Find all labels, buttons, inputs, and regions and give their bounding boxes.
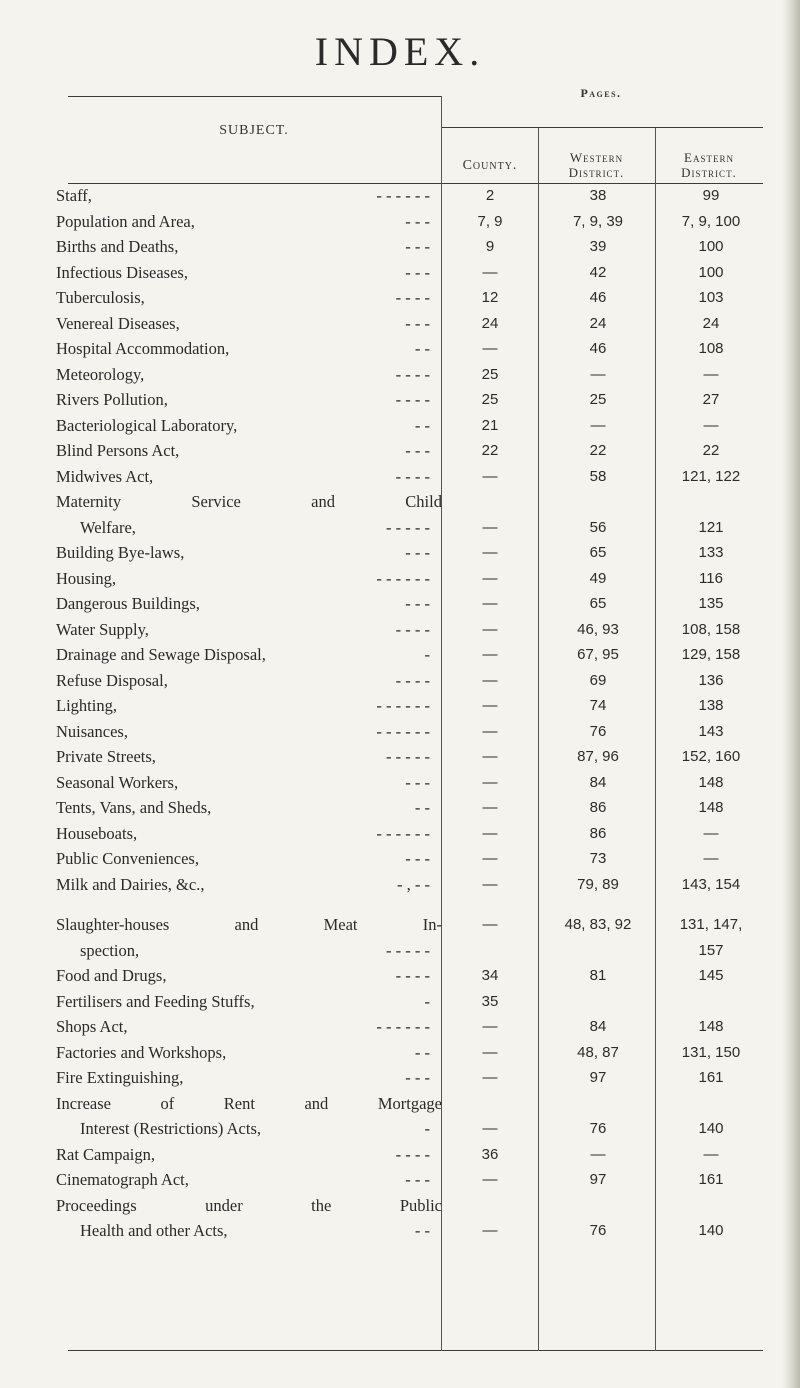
county-pages: — (482, 722, 498, 740)
row-leader-dashes: - - - (405, 237, 430, 256)
row-leader-dashes: - - - - (395, 466, 430, 486)
row-subject-text: Housing, (56, 568, 117, 588)
row-subject (56, 773, 442, 795)
row-subject (56, 1145, 442, 1167)
eastern-district-pages: 116 (699, 569, 723, 587)
row-subject: Proceedings under the Public (56, 1195, 442, 1215)
row-subject: Maternity Service and Child (56, 492, 442, 511)
western-district-pages: 79, 89 (577, 875, 619, 893)
western-district-pages: 58 (589, 467, 607, 485)
western-district-pages: 46, 93 (577, 620, 619, 638)
table-row (0, 594, 800, 616)
header-western-district: Western District. (568, 150, 625, 180)
county-pages: 21 (481, 416, 499, 434)
county-pages: 24 (481, 314, 499, 332)
header-bottom-rule (68, 183, 763, 184)
row-subject (80, 941, 442, 963)
row-subject-text: Interest (Restrictions) Acts, (80, 1119, 262, 1138)
county-pages: 35 (481, 992, 499, 1010)
row-subject-text: Nuisances, (56, 721, 128, 741)
table-row (0, 492, 800, 514)
row-subject (56, 416, 442, 438)
row-subject (56, 390, 442, 412)
table-row (0, 314, 800, 336)
county-pages: — (482, 1120, 498, 1137)
row-leader-dashes: - (424, 645, 430, 664)
western-district-pages: 42 (589, 263, 607, 281)
county-pages: — (482, 671, 498, 689)
table-row (0, 941, 800, 963)
eastern-district-pages: 145 (698, 967, 724, 984)
eastern-district-pages: — (703, 365, 719, 383)
row-subject (56, 543, 442, 565)
row-subject (56, 263, 442, 285)
row-leader-dashes: - - - (405, 543, 430, 562)
eastern-district-pages: — (703, 416, 719, 434)
county-pages: — (482, 518, 498, 536)
western-district-pages: 7, 9, 39 (572, 212, 624, 230)
county-pages: — (482, 595, 498, 612)
county-pages: 7, 9 (477, 212, 503, 230)
western-district-pages: 46 (589, 340, 607, 357)
row-subject (56, 798, 442, 820)
eastern-district-pages: 27 (702, 391, 720, 408)
county-pages: — (482, 748, 498, 765)
table-row (0, 339, 800, 361)
row-subject-text: Bacteriological Laboratory, (56, 415, 238, 435)
row-leader-dashes: - - - - - (386, 747, 430, 766)
western-district-pages: — (590, 416, 606, 434)
western-district-pages: 76 (589, 1120, 607, 1137)
table-row (0, 875, 800, 897)
row-subject (56, 569, 442, 591)
table-row (0, 915, 800, 937)
row-subject-text: spection, (80, 940, 140, 960)
header-pages: Pages. (580, 86, 622, 100)
row-subject (56, 747, 442, 769)
row-subject (56, 212, 442, 234)
row-subject-text: Water Supply, (56, 619, 149, 639)
table-row (0, 390, 800, 412)
eastern-district-pages: 24 (702, 314, 720, 332)
row-leader-dashes: - - (414, 339, 430, 358)
row-leader-dashes: - (424, 991, 430, 1011)
row-subject (56, 824, 442, 846)
eastern-district-pages: 161 (698, 1069, 724, 1086)
eastern-district-pages: — (703, 1145, 719, 1163)
table-row (0, 212, 800, 234)
western-district-pages: 81 (589, 967, 607, 984)
eastern-district-pages: 99 (702, 187, 720, 204)
row-subject (56, 314, 442, 336)
header-eastern-district: Eastern District. (681, 150, 737, 180)
western-district-pages: 97 (589, 1171, 607, 1188)
row-leader-dashes: - - - - (395, 288, 430, 307)
row-subject-text: Refuse Disposal, (56, 670, 168, 690)
row-subject-text: Houseboats, (56, 823, 138, 843)
table-bottom-rule (68, 1350, 763, 1351)
row-subject-text: Fire Extinguishing, (56, 1068, 184, 1087)
row-subject (56, 849, 442, 871)
row-subject-text: Tuberculosis, (56, 288, 145, 307)
row-subject-text: Venereal Diseases, (56, 313, 180, 333)
row-leader-dashes: - - - - (395, 670, 430, 690)
table-row (0, 773, 800, 795)
eastern-district-pages: 133 (698, 544, 724, 561)
western-district-pages: 86 (589, 799, 607, 816)
row-leader-dashes: - - - - - - (376, 1017, 430, 1036)
western-district-pages: 22 (589, 442, 607, 459)
western-district-pages: 56 (589, 518, 607, 536)
row-subject-text: Rat Campaign, (56, 1144, 155, 1164)
row-leader-dashes: - - - - - - (376, 696, 430, 715)
county-pages: — (482, 875, 498, 893)
row-subject (56, 594, 442, 616)
table-row (0, 1119, 800, 1141)
western-district-pages: 87, 96 (577, 748, 619, 765)
eastern-district-pages: 121, 122 (681, 467, 741, 485)
table-row (0, 237, 800, 259)
eastern-district-pages: 157 (698, 941, 724, 959)
row-subject-text: Midwives Act, (56, 466, 154, 486)
row-subject (56, 467, 442, 489)
row-subject: Slaughter-houses and Meat In- (56, 915, 442, 934)
row-subject (56, 696, 442, 718)
eastern-district-pages: 131, 147, (679, 916, 743, 933)
eastern-district-pages: 136 (698, 671, 724, 689)
row-subject-text: Rivers Pollution, (56, 390, 168, 409)
row-leader-dashes: - - - (405, 441, 430, 460)
eastern-district-pages: 152, 160 (681, 748, 741, 765)
row-subject (56, 237, 442, 259)
county-pages: 25 (481, 391, 499, 408)
county-pages: — (482, 569, 498, 587)
row-subject-text: Shops Act, (56, 1017, 128, 1036)
row-subject-text: Blind Persons Act, (56, 441, 180, 460)
row-leader-dashes: - - - - - - (376, 186, 430, 205)
western-district-pages: 76 (589, 722, 607, 740)
western-district-pages: — (590, 1145, 606, 1163)
county-pages: — (482, 1222, 498, 1239)
eastern-district-pages: 135 (698, 595, 724, 612)
western-district-pages: 84 (589, 1018, 607, 1035)
row-subject-text: Health and other Acts, (80, 1221, 228, 1240)
row-subject-text: Tents, Vans, and Sheds, (56, 798, 212, 817)
table-row (0, 671, 800, 693)
table-row (0, 288, 800, 310)
table-row (0, 645, 800, 667)
row-subject (56, 992, 442, 1014)
row-subject-text: Public Conveniences, (56, 849, 199, 868)
row-subject-text: Meteorology, (56, 364, 145, 384)
county-pages: — (482, 620, 498, 638)
row-subject-text: Hospital Accommodation, (56, 339, 230, 358)
row-leader-dashes: - - - (405, 1170, 430, 1189)
eastern-district-pages: — (703, 824, 719, 842)
eastern-district-pages: 148 (698, 1018, 724, 1035)
table-row (0, 186, 800, 208)
eastern-district-pages: 131, 150 (681, 1043, 741, 1061)
row-leader-dashes: - - - - - (386, 940, 430, 960)
county-pages: 25 (481, 365, 499, 383)
table-row (0, 798, 800, 820)
row-subject (56, 1170, 442, 1192)
row-subject-text: Factories and Workshops, (56, 1042, 227, 1062)
county-pages: — (482, 1069, 498, 1086)
county-pages: — (482, 467, 498, 485)
western-district-pages: 84 (589, 773, 607, 791)
table-row (0, 824, 800, 846)
county-pages: 12 (481, 289, 499, 306)
table-row (0, 1196, 800, 1218)
western-district-pages: 73 (589, 850, 607, 867)
eastern-district-pages: 148 (698, 773, 724, 791)
eastern-district-pages: 140 (698, 1222, 724, 1239)
row-subject (56, 966, 442, 988)
row-subject-text: Private Streets, (56, 747, 156, 766)
row-subject (56, 671, 442, 693)
row-subject (56, 1017, 442, 1039)
row-leader-dashes: - - - - (395, 619, 430, 639)
eastern-district-pages: 143 (698, 722, 724, 740)
table-row (0, 722, 800, 744)
county-pages: — (482, 824, 498, 842)
row-subject-text: Seasonal Workers, (56, 772, 179, 792)
row-leader-dashes: - - (414, 798, 430, 817)
county-pages: — (482, 1171, 498, 1188)
row-subject-text: Infectious Diseases, (56, 262, 188, 282)
western-district-pages: — (590, 365, 606, 383)
row-subject (56, 186, 442, 208)
county-pages: — (482, 340, 498, 357)
row-subject-text: Lighting, (56, 696, 117, 715)
row-leader-dashes: - - (414, 1042, 430, 1062)
county-pages: — (482, 773, 498, 791)
row-leader-dashes: - - (414, 1221, 430, 1240)
table-row (0, 1068, 800, 1090)
table-row (0, 543, 800, 565)
western-district-pages: 48, 87 (577, 1043, 619, 1061)
row-subject (80, 1221, 442, 1243)
county-pages: — (482, 1043, 498, 1061)
table-row (0, 1145, 800, 1167)
row-leader-dashes: - - - (405, 772, 430, 792)
county-pages: 22 (481, 442, 499, 459)
eastern-district-pages: 161 (698, 1171, 724, 1188)
eastern-district-pages: 7, 9, 100 (681, 212, 741, 230)
row-leader-dashes: - - - (405, 313, 430, 333)
row-leader-dashes: - - - - (395, 390, 430, 409)
row-leader-dashes: - - - (405, 262, 430, 282)
county-pages: — (482, 544, 498, 561)
western-district-pages: 38 (589, 187, 607, 204)
eastern-district-pages: — (703, 850, 719, 867)
county-pages: 34 (481, 967, 499, 984)
row-leader-dashes: - - - - (395, 364, 430, 384)
row-leader-dashes: - - - - - - (376, 823, 430, 843)
row-subject (56, 1068, 442, 1090)
western-district-pages: 86 (589, 824, 607, 842)
western-district-pages: 76 (589, 1222, 607, 1239)
row-subject-text: Population and Area, (56, 211, 195, 231)
table-row (0, 518, 800, 540)
eastern-district-pages: 108, 158 (681, 620, 741, 638)
row-leader-dashes: - (424, 1119, 430, 1138)
table-row (0, 620, 800, 642)
table-row (0, 1221, 800, 1243)
row-leader-dashes: - - - (405, 1068, 430, 1087)
table-row (0, 441, 800, 463)
row-leader-dashes: - - - (405, 211, 430, 231)
row-leader-dashes: - - - - (395, 1144, 430, 1164)
western-district-pages: 65 (589, 595, 607, 612)
row-subject (56, 645, 442, 667)
table-row (0, 966, 800, 988)
row-subject-text: Building Bye-laws, (56, 543, 185, 562)
row-subject (80, 1119, 442, 1141)
table-row (0, 696, 800, 718)
row-leader-dashes: - , - - (397, 874, 430, 894)
table-row (0, 569, 800, 591)
table-row (0, 849, 800, 871)
table-row (0, 365, 800, 387)
row-subject (80, 518, 442, 540)
pages-rule (442, 127, 763, 128)
eastern-district-pages: 103 (698, 289, 724, 306)
eastern-district-pages: 121 (698, 518, 724, 536)
row-subject-text: Milk and Dairies, &c., (56, 874, 205, 894)
row-subject-text: Welfare, (80, 517, 136, 537)
eastern-district-pages: 143, 154 (681, 875, 741, 893)
table-row (0, 992, 800, 1014)
row-leader-dashes: - - - - - (386, 517, 430, 537)
row-subject (56, 441, 442, 463)
eastern-district-pages: 22 (702, 442, 720, 459)
eastern-district-pages: 148 (698, 799, 724, 816)
table-row (0, 416, 800, 438)
county-pages: 9 (485, 238, 495, 255)
row-subject (56, 722, 442, 744)
western-district-pages: 74 (589, 697, 607, 714)
row-leader-dashes: - - - (405, 594, 430, 613)
header-subject: SUBJECT. (219, 123, 289, 138)
western-district-pages: 46 (589, 289, 607, 306)
western-district-pages: 25 (589, 391, 607, 408)
eastern-district-pages: 108 (698, 340, 724, 357)
row-subject (56, 365, 442, 387)
row-subject-text: Dangerous Buildings, (56, 594, 200, 613)
table-row (0, 1094, 800, 1116)
county-pages: — (482, 1018, 498, 1035)
row-leader-dashes: - - - (405, 849, 430, 868)
western-district-pages: 49 (589, 569, 607, 587)
row-subject: Increase of Rent and Mortgage (56, 1093, 442, 1113)
row-subject-text: Food and Drugs, (56, 966, 167, 985)
row-leader-dashes: - - (414, 415, 430, 435)
row-subject (56, 875, 442, 897)
table-row (0, 747, 800, 769)
table-row (0, 263, 800, 285)
county-pages: 36 (481, 1145, 499, 1163)
western-district-pages: 69 (589, 671, 607, 689)
row-subject (56, 288, 442, 310)
row-subject (56, 339, 442, 361)
row-subject-text: Fertilisers and Feeding Stuffs, (56, 991, 255, 1011)
eastern-district-pages: 100 (698, 238, 724, 255)
eastern-district-pages: 140 (698, 1120, 724, 1137)
row-subject (56, 1043, 442, 1065)
header-county: County. (462, 158, 518, 173)
table-row (0, 1043, 800, 1065)
county-pages: — (482, 263, 498, 281)
row-subject-text: Staff, (56, 186, 92, 205)
eastern-district-pages: 129, 158 (681, 646, 741, 663)
western-district-pages: 97 (589, 1069, 607, 1086)
table-row (0, 1170, 800, 1192)
row-subject-text: Cinematograph Act, (56, 1170, 189, 1189)
eastern-district-pages: 138 (698, 697, 724, 714)
western-district-pages: 39 (589, 238, 607, 255)
eastern-district-pages: 100 (698, 263, 724, 281)
western-district-pages: 24 (589, 314, 607, 332)
table-row (0, 467, 800, 489)
row-leader-dashes: - - - - - - (376, 721, 430, 741)
county-pages: 2 (485, 187, 495, 204)
county-pages: — (482, 799, 498, 816)
western-district-pages: 65 (589, 544, 607, 561)
row-leader-dashes: - - - - - - (376, 568, 430, 588)
page-title: INDEX. (314, 29, 486, 74)
row-subject (56, 620, 442, 642)
western-district-pages: 67, 95 (577, 646, 619, 663)
county-pages: — (482, 916, 498, 933)
county-pages: — (482, 850, 498, 867)
row-subject-text: Births and Deaths, (56, 237, 179, 256)
county-pages: — (482, 697, 498, 714)
top-rule (68, 96, 442, 97)
row-leader-dashes: - - - - (395, 966, 430, 985)
western-district-pages: 48, 83, 92 (564, 916, 632, 933)
row-subject-text: Drainage and Sewage Disposal, (56, 645, 266, 664)
county-pages: — (482, 646, 498, 663)
table-row (0, 1017, 800, 1039)
